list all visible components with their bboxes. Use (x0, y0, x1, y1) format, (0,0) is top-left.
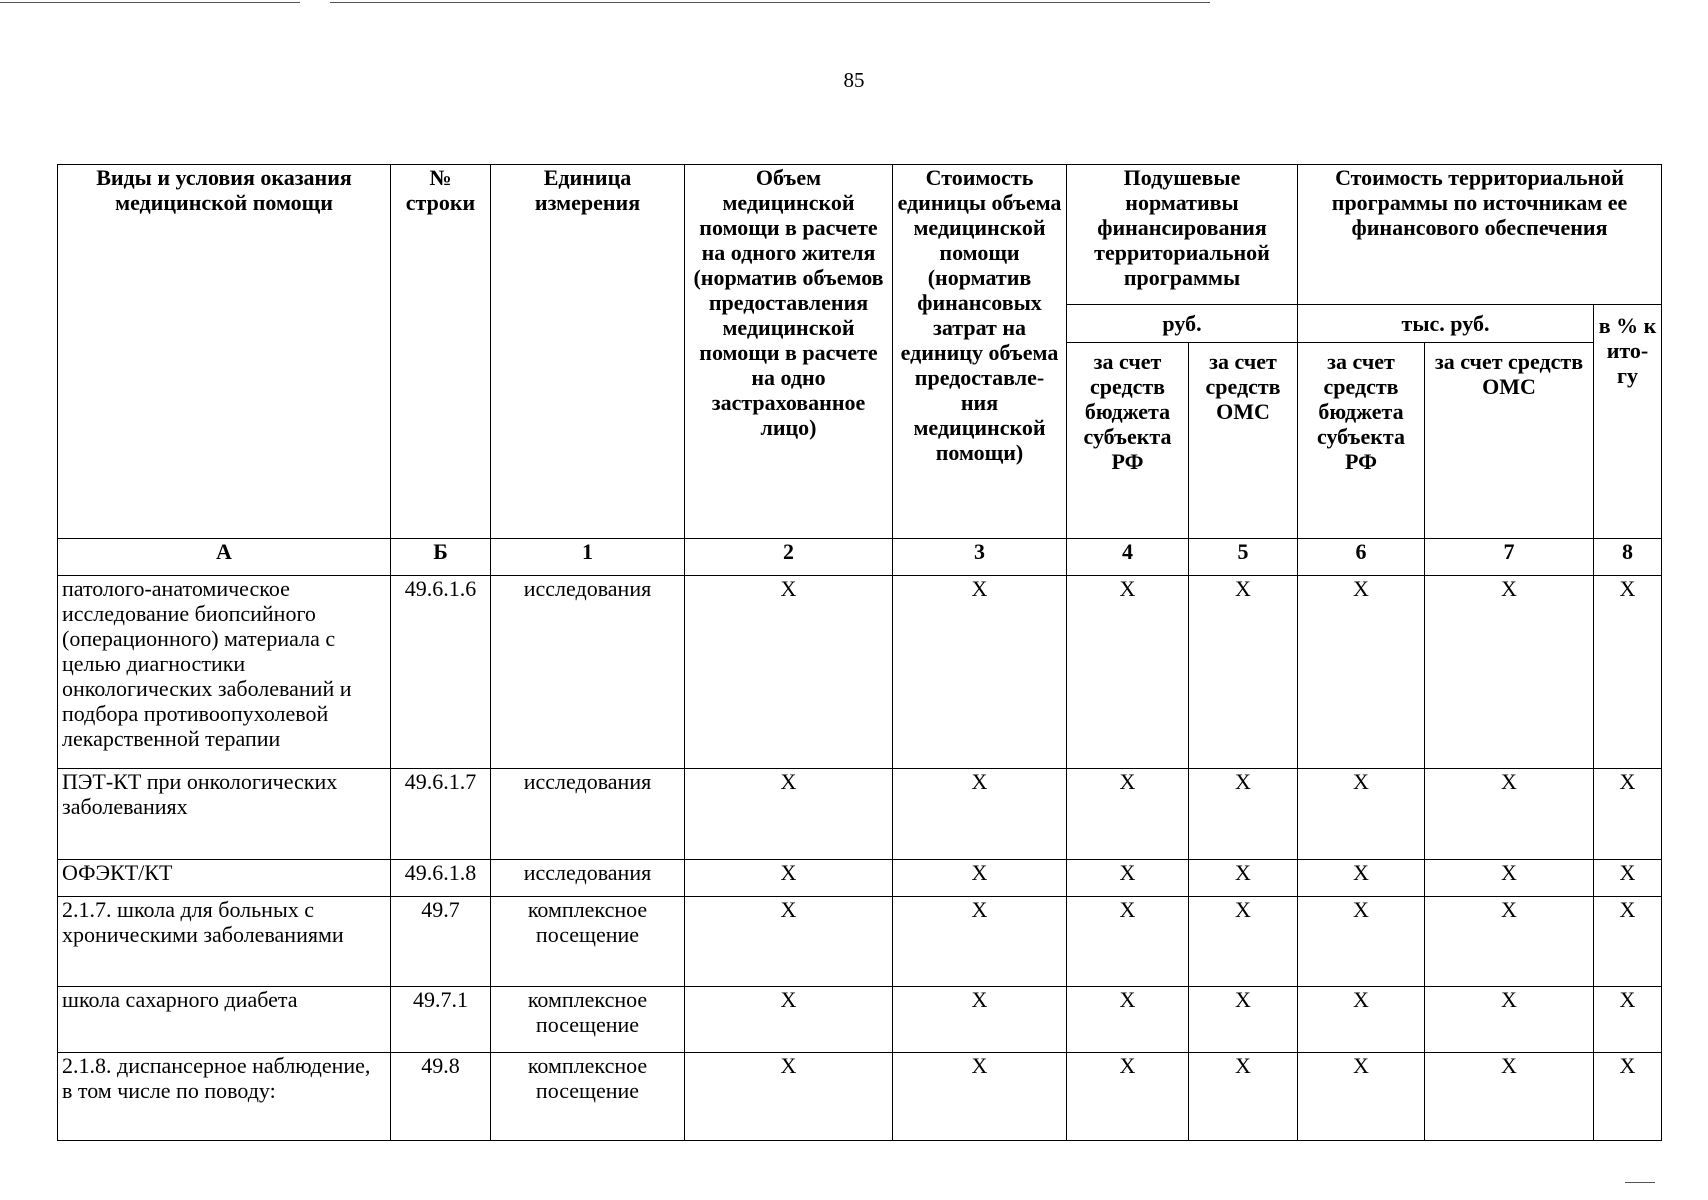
index-cell: 7 (1425, 539, 1594, 576)
row-value: Х (1298, 897, 1425, 987)
row-value: Х (685, 1053, 893, 1141)
row-value: Х (893, 897, 1067, 987)
row-value: Х (1189, 897, 1298, 987)
row-value: Х (893, 860, 1067, 897)
row-value: Х (1298, 1053, 1425, 1141)
row-value: Х (1298, 769, 1425, 860)
scan-edge-line (330, 2, 1210, 3)
row-name: ОФЭКТ/КТ (58, 860, 391, 897)
row-value: Х (1067, 897, 1189, 987)
row-number: 49.8 (391, 1053, 491, 1141)
row-unit: комплексное посещение (491, 897, 685, 987)
row-value: Х (1298, 987, 1425, 1053)
index-cell: 1 (491, 539, 685, 576)
row-value: Х (1067, 576, 1189, 769)
row-unit: исследования (491, 576, 685, 769)
page-number: 85 (843, 68, 865, 92)
row-value: Х (1594, 1053, 1662, 1141)
header-volume: Объем медицинской помощи в расчете на одного жителя (норматив объемов предоставления медицинской помощи в расчете на одно застрахованное лицо) (685, 165, 893, 539)
index-cell: 4 (1067, 539, 1189, 576)
row-value: Х (685, 576, 893, 769)
index-cell: 6 (1298, 539, 1425, 576)
header-budget-subject-rf-col4: за счет средств бюджета субъекта РФ (1067, 343, 1189, 539)
table-row (58, 897, 1662, 987)
row-value: Х (1298, 576, 1425, 769)
row-value: Х (893, 769, 1067, 860)
header-program-cost-group: Стоимость территориальной программы по источникам ее финансового обеспечения (1298, 165, 1662, 305)
header-unit-rub: руб. (1067, 305, 1298, 343)
row-value: Х (685, 769, 893, 860)
row-unit: комплексное посещение (491, 987, 685, 1053)
row-value: Х (1067, 769, 1189, 860)
table-row (58, 987, 1662, 1053)
row-name: школа сахарного диабета (58, 987, 391, 1053)
row-value: Х (685, 897, 893, 987)
row-value: Х (1594, 769, 1662, 860)
table-row (58, 769, 1662, 860)
row-unit: исследования (491, 769, 685, 860)
row-value: Х (1425, 860, 1594, 897)
row-value: Х (893, 576, 1067, 769)
header-oms-col7: за счет средств ОМС (1425, 343, 1594, 539)
table-row (58, 1053, 1662, 1141)
row-value: Х (1189, 576, 1298, 769)
row-value: Х (1067, 860, 1189, 897)
index-cell: Б (391, 539, 491, 576)
row-unit: комплексное посещение (491, 1053, 685, 1141)
row-value: Х (1298, 860, 1425, 897)
index-cell: А (58, 539, 391, 576)
row-value: Х (1425, 769, 1594, 860)
row-value: Х (685, 987, 893, 1053)
row-number: 49.6.1.6 (391, 576, 491, 769)
table-row (58, 576, 1662, 769)
row-value: Х (1425, 897, 1594, 987)
row-value: Х (1594, 897, 1662, 987)
header-name: Виды и условия оказания медицинской помощи (58, 165, 391, 539)
row-number: 49.7 (391, 897, 491, 987)
row-number: 49.6.1.7 (391, 769, 491, 860)
row-value: Х (893, 1053, 1067, 1141)
header-percent-of-total: в % к ито-гу (1594, 305, 1662, 539)
row-value: Х (1594, 860, 1662, 897)
row-value: Х (893, 987, 1067, 1053)
header-budget-subject-rf-col6: за счет средств бюджета субъекта РФ (1298, 343, 1425, 539)
row-value: Х (1425, 1053, 1594, 1141)
funding-table (57, 164, 1662, 1141)
row-unit: исследования (491, 860, 685, 897)
column-index-row (58, 539, 1662, 576)
header-unit: Единица измерения (491, 165, 685, 539)
row-value: Х (1189, 860, 1298, 897)
row-name: ПЭТ-КТ при онкологических заболеваниях (58, 769, 391, 860)
row-value: Х (1189, 987, 1298, 1053)
row-value: Х (1594, 576, 1662, 769)
row-value: Х (1594, 987, 1662, 1053)
table-row (58, 860, 1662, 897)
row-name: 2.1.8. диспансерное наблюдение, в том числе по поводу: (58, 1053, 391, 1141)
row-value: Х (1067, 1053, 1189, 1141)
header-unit-thousand-rub: тыс. руб. (1298, 305, 1594, 343)
scan-edge-line (0, 2, 300, 3)
scan-edge-line (1625, 1182, 1655, 1183)
row-number: 49.6.1.8 (391, 860, 491, 897)
index-cell: 3 (893, 539, 1067, 576)
index-cell: 2 (685, 539, 893, 576)
row-value: Х (1189, 769, 1298, 860)
row-number: 49.7.1 (391, 987, 491, 1053)
header-per-capita-group: Подушевые нормативы финансирования территориальной программы (1067, 165, 1298, 305)
row-value: Х (1067, 987, 1189, 1053)
row-value: Х (1189, 1053, 1298, 1141)
row-value: Х (685, 860, 893, 897)
header-oms-col5: за счет средств ОМС (1189, 343, 1298, 539)
row-value: Х (1425, 987, 1594, 1053)
row-name: 2.1.7. школа для больных с хроническими заболеваниями (58, 897, 391, 987)
index-cell: 8 (1594, 539, 1662, 576)
row-name: патолого-анатомическое исследование биопсийного (операционного) материала с целью диагностики онкологических заболеваний и подбора противоопухолевой лекарственной терапии (58, 576, 391, 769)
header-unit-cost: Стоимость единицы объема медицинской помощи (норматив финансовых затрат на единицу объема предоставле-ния медицинской помощи) (893, 165, 1067, 539)
index-cell: 5 (1189, 539, 1298, 576)
header-row-number: № строки (391, 165, 491, 539)
row-value: Х (1425, 576, 1594, 769)
